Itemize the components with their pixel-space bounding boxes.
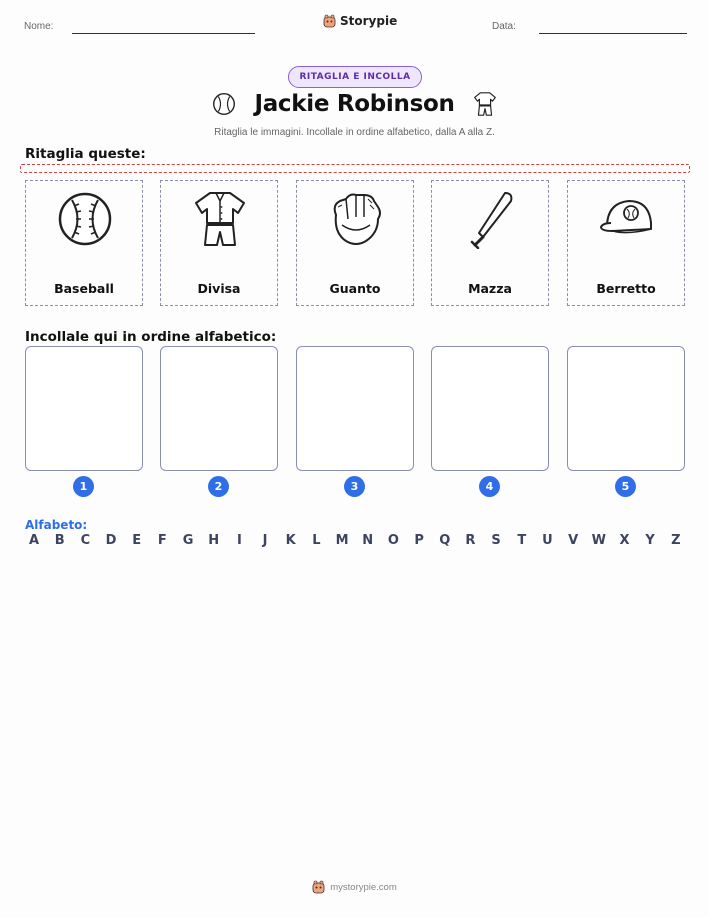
alphabet-letter: L xyxy=(312,533,321,548)
number-badge-5: 5 xyxy=(615,476,636,497)
cut-line xyxy=(20,164,690,173)
cut-card-guanto[interactable] xyxy=(296,180,414,306)
paste-box-1[interactable] xyxy=(25,346,143,471)
date-label: Data: xyxy=(492,21,516,32)
date-line xyxy=(539,33,687,34)
mascot-icon xyxy=(312,880,325,894)
baseball-icon xyxy=(210,90,238,118)
cut-card-baseball[interactable] xyxy=(25,180,143,306)
alphabet-letter: N xyxy=(362,533,374,548)
uniform-icon xyxy=(471,90,499,118)
card-label: Guanto xyxy=(329,281,381,296)
cut-card-berretto[interactable] xyxy=(567,180,685,306)
alphabet-letter: R xyxy=(465,533,476,548)
paste-box-5[interactable] xyxy=(567,346,685,471)
brand-logo xyxy=(323,14,397,28)
alphabet-letter: Q xyxy=(439,533,451,548)
glove-icon xyxy=(326,189,386,249)
alphabet-letter: W xyxy=(591,533,606,548)
baseball-icon xyxy=(55,189,115,249)
alphabet-letter: M xyxy=(335,533,349,548)
card-label: Berretto xyxy=(596,281,656,296)
alphabet-letter: X xyxy=(619,533,630,548)
alphabet-letter: T xyxy=(517,533,527,548)
alphabet-letter: A xyxy=(28,533,40,548)
number-badge-2: 2 xyxy=(208,476,229,497)
alphabet-letter: B xyxy=(54,533,65,548)
card-label: Baseball xyxy=(54,281,114,296)
alphabet-letter: G xyxy=(182,533,194,548)
card-label: Divisa xyxy=(197,281,241,296)
alphabet-letter: H xyxy=(208,533,220,548)
instructions: Ritaglia le immagini. Incollale in ordine alfabetico, dalla A alla Z. xyxy=(214,127,495,138)
card-label: Mazza xyxy=(468,281,512,296)
paste-box-4[interactable] xyxy=(431,346,549,471)
alphabet-letter: F xyxy=(157,533,167,548)
footer xyxy=(0,880,709,894)
number-badge-4: 4 xyxy=(479,476,500,497)
cut-card-mazza[interactable] xyxy=(431,180,549,306)
paste-heading: Incollale qui in ordine alfabetico: xyxy=(25,329,277,345)
brand-name: Storypie xyxy=(340,14,398,28)
mascot-icon xyxy=(323,14,336,28)
alphabet-letter: Y xyxy=(645,533,655,548)
paste-box-3[interactable] xyxy=(296,346,414,471)
alphabet-letter: O xyxy=(387,533,399,548)
paste-box-2[interactable] xyxy=(160,346,278,471)
alphabet-letter: D xyxy=(105,533,117,548)
alphabet-letter: P xyxy=(414,533,424,548)
bat-icon xyxy=(461,189,521,249)
page-title: Jackie Robinson xyxy=(254,91,455,117)
number-badge-1: 1 xyxy=(73,476,94,497)
cap-icon xyxy=(597,189,657,249)
alphabet-letter: U xyxy=(542,533,553,548)
footer-url[interactable]: mystorypie.com xyxy=(330,881,397,893)
cut-heading: Ritaglia queste: xyxy=(25,146,146,162)
number-badge-3: 3 xyxy=(344,476,365,497)
alphabet-letter: C xyxy=(80,533,91,548)
activity-badge: RITAGLIA E INCOLLA xyxy=(288,66,422,88)
title-row xyxy=(0,90,709,118)
alphabet-letter: V xyxy=(568,533,579,548)
uniform-icon xyxy=(190,189,250,249)
alphabet-letter: J xyxy=(262,533,268,548)
alphabet-letter: S xyxy=(491,533,501,548)
alphabet-letter: K xyxy=(285,533,296,548)
alphabet-heading: Alfabeto: xyxy=(25,518,88,532)
name-line xyxy=(72,33,255,34)
alphabet-letter: E xyxy=(132,533,142,548)
alphabet-letter: I xyxy=(236,533,242,548)
name-label: Nome: xyxy=(24,21,54,32)
alphabet-row xyxy=(25,533,685,548)
alphabet-letter: Z xyxy=(671,533,681,548)
cut-card-divisa[interactable] xyxy=(160,180,278,306)
